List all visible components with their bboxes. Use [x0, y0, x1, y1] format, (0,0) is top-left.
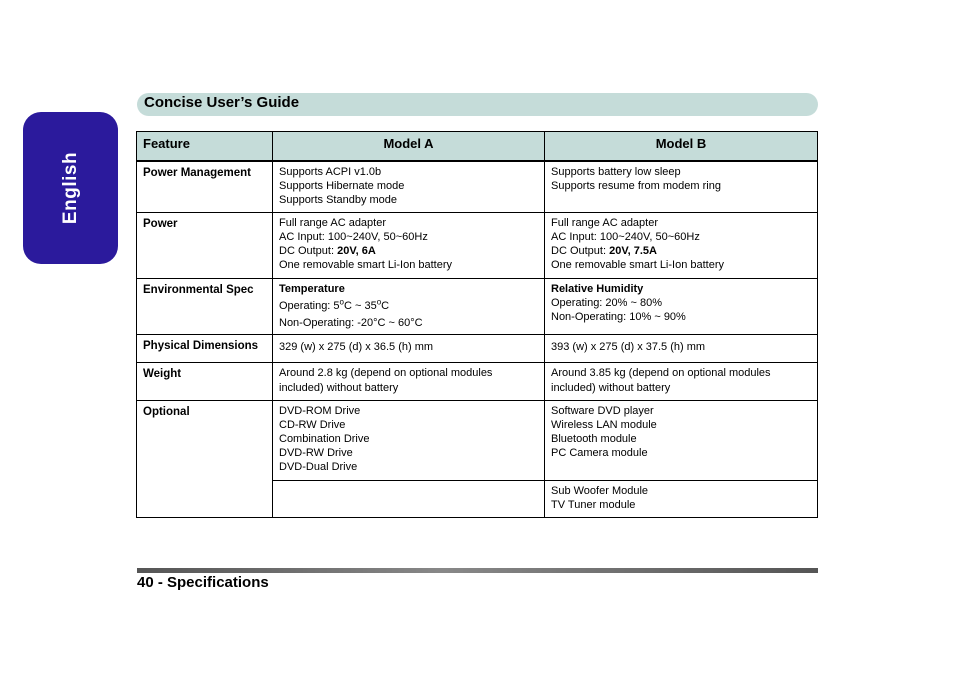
- dc-output-label: DC Output:: [279, 245, 338, 257]
- table-row-optional: [137, 401, 818, 481]
- model-a-cell: [273, 213, 545, 279]
- dc-output-value: 20V, 6A: [337, 245, 376, 257]
- model-b-cell: [545, 161, 818, 213]
- footer-rule: [137, 568, 818, 573]
- cell-line: CD-RW Drive: [279, 419, 346, 431]
- cell-line: Sub Woofer Module: [551, 485, 649, 497]
- cell-line: Full range AC adapter: [551, 217, 659, 229]
- model-a-cell: [273, 161, 545, 213]
- page-footer: 40 - Specifications: [137, 574, 269, 591]
- model-b-cell: [545, 213, 818, 279]
- model-a-cell-empty: [273, 481, 545, 518]
- cell-line: Supports resume from modem ring: [551, 179, 721, 192]
- model-b-cell: [545, 279, 818, 335]
- cell-text: Around 2.8 kg (depend on optional modules included) without battery: [279, 367, 493, 394]
- cell-line: Bluetooth module: [551, 433, 637, 445]
- cell-line: Full range AC adapter: [279, 217, 387, 229]
- feature-label: Physical Dimensions: [137, 335, 273, 363]
- feature-label: Environmental Spec: [137, 279, 273, 335]
- model-b-cell: [545, 401, 818, 481]
- table-row-weight: [137, 363, 818, 401]
- table-row-power-management: [137, 161, 818, 213]
- cell-line: DVD-ROM Drive: [279, 405, 361, 417]
- temp-op-prefix: Operating: 5: [279, 300, 340, 312]
- model-b-cell: [545, 363, 818, 401]
- cell-line: Combination Drive: [279, 433, 370, 445]
- cell-line: Supports battery low sleep: [551, 165, 681, 178]
- cell-line: Software DVD player: [551, 405, 654, 417]
- model-a-cell: [273, 363, 545, 401]
- specifications-table: [136, 131, 818, 518]
- dc-output-label: DC Output:: [551, 245, 610, 257]
- cell-line: [279, 299, 538, 313]
- table-row-physical-dimensions: [137, 335, 818, 363]
- feature-label: Weight: [137, 363, 273, 401]
- cell-line: TV Tuner module: [551, 499, 636, 511]
- header-model-a: Model A: [273, 132, 545, 161]
- temperature-heading: Temperature: [279, 283, 345, 295]
- model-b-cell: [545, 481, 818, 518]
- humidity-heading: Relative Humidity: [551, 283, 644, 295]
- table-header-row: [137, 132, 818, 161]
- cell-line: One removable smart Li-Ion battery: [279, 259, 453, 271]
- cell-line: [551, 244, 811, 258]
- feature-label: Optional: [137, 401, 273, 518]
- model-a-cell: [273, 279, 545, 335]
- feature-label: Power: [137, 213, 273, 279]
- cell-line: Wireless LAN module: [551, 419, 657, 431]
- table-row-environmental: [137, 279, 818, 335]
- degree-mark: o: [339, 297, 344, 307]
- header-bar: [137, 93, 818, 116]
- cell-line: [279, 244, 538, 258]
- model-a-cell: [273, 401, 545, 481]
- cell-line: Supports Hibernate mode: [279, 179, 405, 192]
- language-tab: [23, 112, 118, 264]
- cell-line: AC Input: 100~240V, 50~60Hz: [279, 231, 428, 243]
- cell-line: One removable smart Li-Ion battery: [551, 259, 725, 271]
- header-model-b: Model B: [545, 132, 818, 161]
- cell-line: PC Camera module: [551, 447, 648, 459]
- cell-line: DVD-Dual Drive: [279, 461, 358, 473]
- cell-text: Around 3.85 kg (depend on optional modules included) without battery: [551, 367, 771, 394]
- cell-line: Supports Standby mode: [279, 193, 398, 206]
- cell-line: Supports ACPI v1.0b: [279, 165, 382, 178]
- dc-output-value: 20V, 7.5A: [609, 245, 657, 257]
- model-b-cell: 393 (w) x 275 (d) x 37.5 (h) mm: [545, 335, 818, 363]
- cell-line: DVD-RW Drive: [279, 447, 353, 459]
- temp-op-suffix: C: [381, 300, 390, 312]
- guide-title: Concise User’s Guide: [144, 94, 300, 111]
- table-row-power: [137, 213, 818, 279]
- cell-line: Operating: 20% ~ 80%: [551, 297, 662, 309]
- cell-line: Non-Operating: -20°C ~ 60°C: [279, 317, 423, 329]
- header-feature: Feature: [137, 132, 273, 161]
- language-tab-label: English: [59, 151, 81, 225]
- cell-line: Non-Operating: 10% ~ 90%: [551, 311, 686, 323]
- temp-op-mid: C ~ 35: [344, 300, 377, 312]
- model-a-cell: 329 (w) x 275 (d) x 36.5 (h) mm: [273, 335, 545, 363]
- cell-line: AC Input: 100~240V, 50~60Hz: [551, 231, 700, 243]
- degree-mark: o: [376, 297, 382, 307]
- feature-label: Power Management: [137, 161, 273, 213]
